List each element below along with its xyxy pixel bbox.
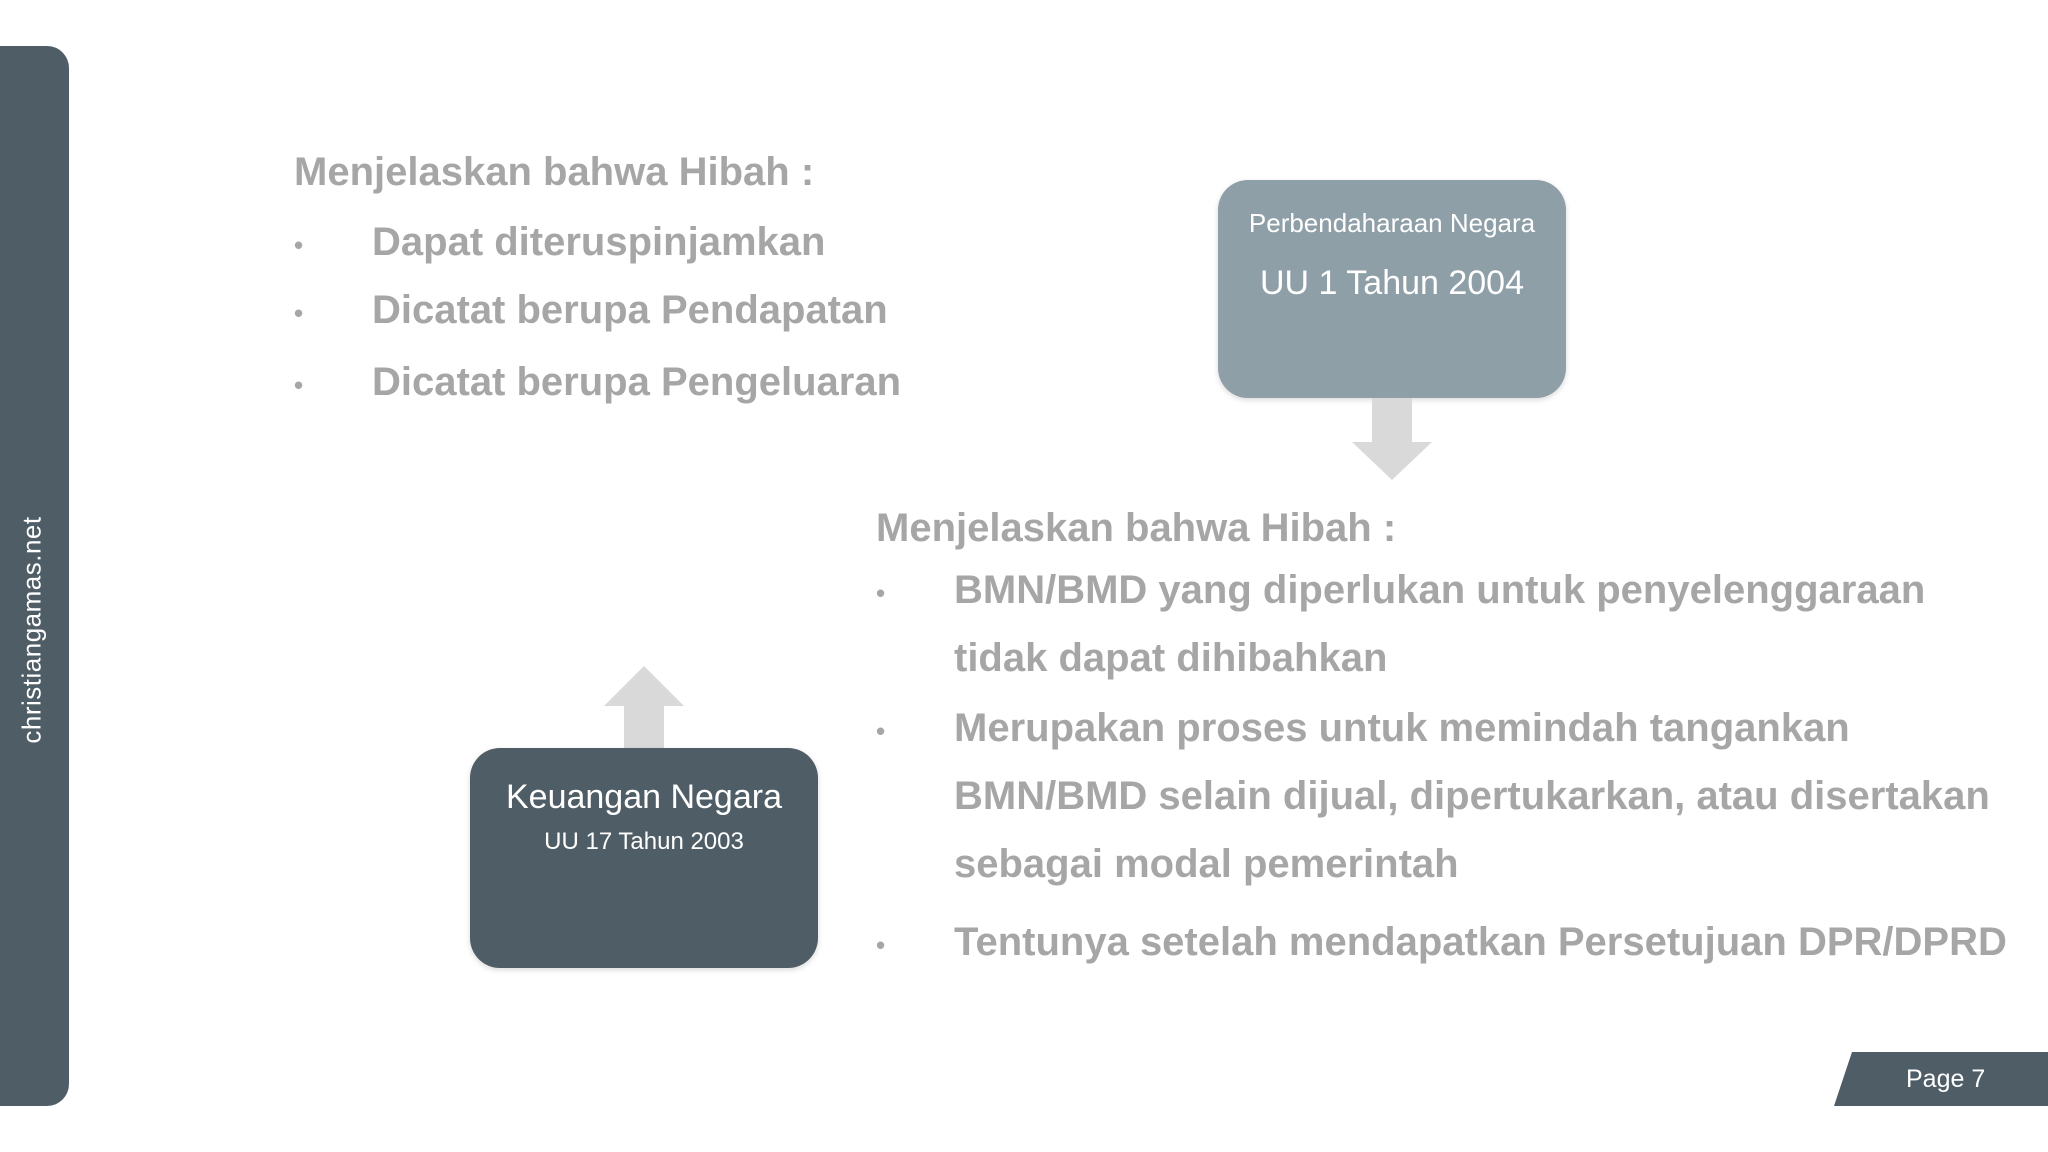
left-heading: Menjelaskan bahwa Hibah : xyxy=(294,150,815,194)
bullet-dot-icon: • xyxy=(294,298,304,328)
right-bullet-text: sebagai modal pemerintah xyxy=(954,842,1459,886)
perbendaharaan-box xyxy=(1218,180,1566,398)
bullet-dot-icon: • xyxy=(876,578,886,608)
page-number: Page 7 xyxy=(1906,1065,1986,1093)
arrow-down-icon xyxy=(1350,398,1434,482)
box-title: Keuangan Negara xyxy=(505,778,782,816)
sidebar-site-label: christiangamas.net xyxy=(16,516,47,744)
left-bullet-text: Dapat diteruspinjamkan xyxy=(372,220,826,264)
bullet-dot-icon: • xyxy=(294,230,304,260)
bullet-dot-icon: • xyxy=(876,930,886,960)
box-subtitle: UU 17 Tahun 2003 xyxy=(544,828,744,855)
right-bullet-text: BMN/BMD yang diperlukan untuk penyelenggaraan xyxy=(954,568,1926,612)
left-bullet-text: Dicatat berupa Pengeluaran xyxy=(372,360,902,404)
right-bullet-text: Merupakan proses untuk memindah tangankan xyxy=(954,706,1850,750)
box-subtitle: UU 1 Tahun 2004 xyxy=(1259,264,1524,302)
sidebar xyxy=(0,46,69,1106)
bullet-dot-icon: • xyxy=(876,716,886,746)
arrow-up-icon xyxy=(602,666,686,750)
right-bullet-text: tidak dapat dihibahkan xyxy=(954,636,1388,680)
right-bullet-text: Tentunya setelah mendapatkan Persetujuan DPR/DPRD xyxy=(954,920,2007,964)
right-heading: Menjelaskan bahwa Hibah : xyxy=(876,506,1397,550)
left-bullet-text: Dicatat berupa Pendapatan xyxy=(372,288,888,332)
bullet-dot-icon: • xyxy=(294,370,304,400)
right-bullet-text: BMN/BMD selain dijual, dipertukarkan, atau disertakan xyxy=(954,774,1990,818)
box-title: Perbendaharaan Negara xyxy=(1248,208,1536,238)
page-number-tab xyxy=(1834,1052,2048,1106)
keuangan-box xyxy=(470,748,818,968)
